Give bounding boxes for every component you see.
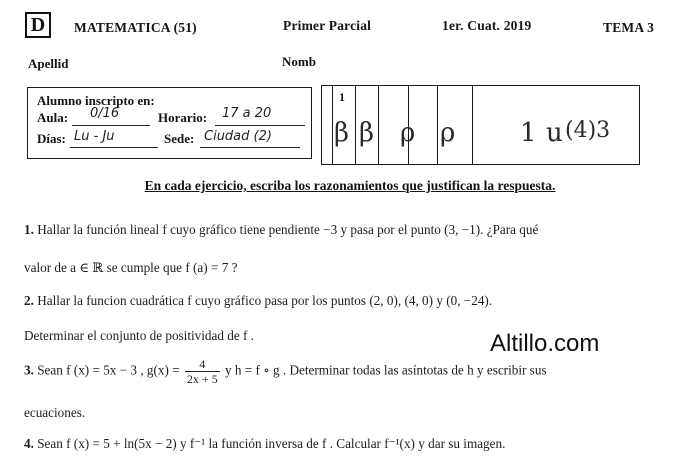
grade-mark: β bbox=[359, 118, 375, 148]
sede-underline bbox=[200, 147, 300, 148]
sede-label: Sede: bbox=[164, 131, 195, 146]
exercise-text: y h = f ∘ g . Determinar todas las asíntotas de h y escribir sus bbox=[225, 362, 547, 378]
exercise-text: Sean f (x) = 5 + ln(5x − 2) y f⁻¹ la función inversa de f . Calcular f⁻¹(x) y dar su imagen. bbox=[37, 436, 506, 451]
enrollment-title: Alumno inscripto en: bbox=[37, 93, 155, 108]
fraction-numerator: 4 bbox=[185, 357, 220, 372]
grade-mark: ρ bbox=[400, 118, 416, 148]
exercise-1 bbox=[24, 222, 538, 238]
course-title: MATEMATICA (51) bbox=[74, 20, 197, 35]
tema-number: TEMA 3 bbox=[603, 20, 655, 35]
exercise-number: 2. bbox=[24, 293, 34, 308]
grade-mark: u bbox=[546, 118, 563, 148]
fraction bbox=[185, 357, 220, 386]
horario-underline bbox=[215, 125, 305, 126]
sede-value: Ciudad (2) bbox=[204, 129, 272, 144]
nombre-label: Nomb bbox=[282, 54, 316, 69]
exercise-1-line-2: valor de a ∈ ℝ se cumple que f (a) = 7 ? bbox=[24, 260, 238, 275]
watermark-text: Altillo.com bbox=[490, 330, 600, 357]
exercise-3 bbox=[24, 357, 547, 386]
grade-cell-divider bbox=[332, 86, 333, 164]
grade-mark: (4)3 bbox=[565, 118, 611, 143]
instructions: En cada ejercicio, escriba los razonamientos que justifican la respuesta. bbox=[144, 178, 556, 193]
dias-label: Días: bbox=[37, 131, 66, 146]
fraction-denominator: 2x + 5 bbox=[186, 372, 218, 386]
aula-underline bbox=[72, 125, 150, 126]
grade-cell-divider bbox=[437, 86, 438, 164]
horario-value: 17 a 20 bbox=[222, 106, 272, 121]
exam-period: 1er. Cuat. 2019 bbox=[442, 18, 532, 33]
exercise-3-line-2: ecuaciones. bbox=[24, 405, 86, 420]
exercise-text: Hallar la función lineal f cuyo gráfico tiene pendiente −3 y pasa por el punto (3, −1). ¿Para qué bbox=[37, 222, 539, 237]
exam-title: Primer Parcial bbox=[283, 18, 372, 33]
aula-label: Aula: bbox=[37, 110, 69, 125]
exercise-number: 4. bbox=[24, 436, 34, 451]
exercise-text: Hallar la funcion cuadrática f cuyo gráfico pasa por los puntos (2, 0), (4, 0) y (0, −24). bbox=[37, 293, 493, 308]
exercise-2 bbox=[24, 293, 492, 309]
grade-cell-divider bbox=[472, 86, 473, 164]
grade-cell-divider bbox=[355, 86, 356, 164]
exercise-number: 3. bbox=[24, 362, 34, 378]
exercise-text: Sean f (x) = 5x − 3 , g(x) = bbox=[37, 362, 180, 378]
grade-cell-divider bbox=[378, 86, 379, 164]
horario-label: Horario: bbox=[158, 110, 208, 125]
exercise-number: 1. bbox=[24, 222, 34, 237]
exercise-2-line-2: Determinar el conjunto de positividad de f . bbox=[24, 328, 254, 343]
grade-mark: ρ bbox=[440, 118, 456, 148]
grade-mark: β bbox=[334, 118, 350, 148]
aula-value: 0/16 bbox=[90, 106, 120, 121]
grade-mark: 1 bbox=[520, 118, 537, 148]
dias-underline bbox=[70, 147, 158, 148]
tema-letter-box: D bbox=[25, 12, 51, 38]
exercise-4 bbox=[24, 436, 505, 452]
dias-value: Lu - Ju bbox=[74, 129, 115, 144]
apellido-label: Apellid bbox=[28, 56, 69, 71]
grade-first-cell: 1 bbox=[339, 90, 345, 104]
